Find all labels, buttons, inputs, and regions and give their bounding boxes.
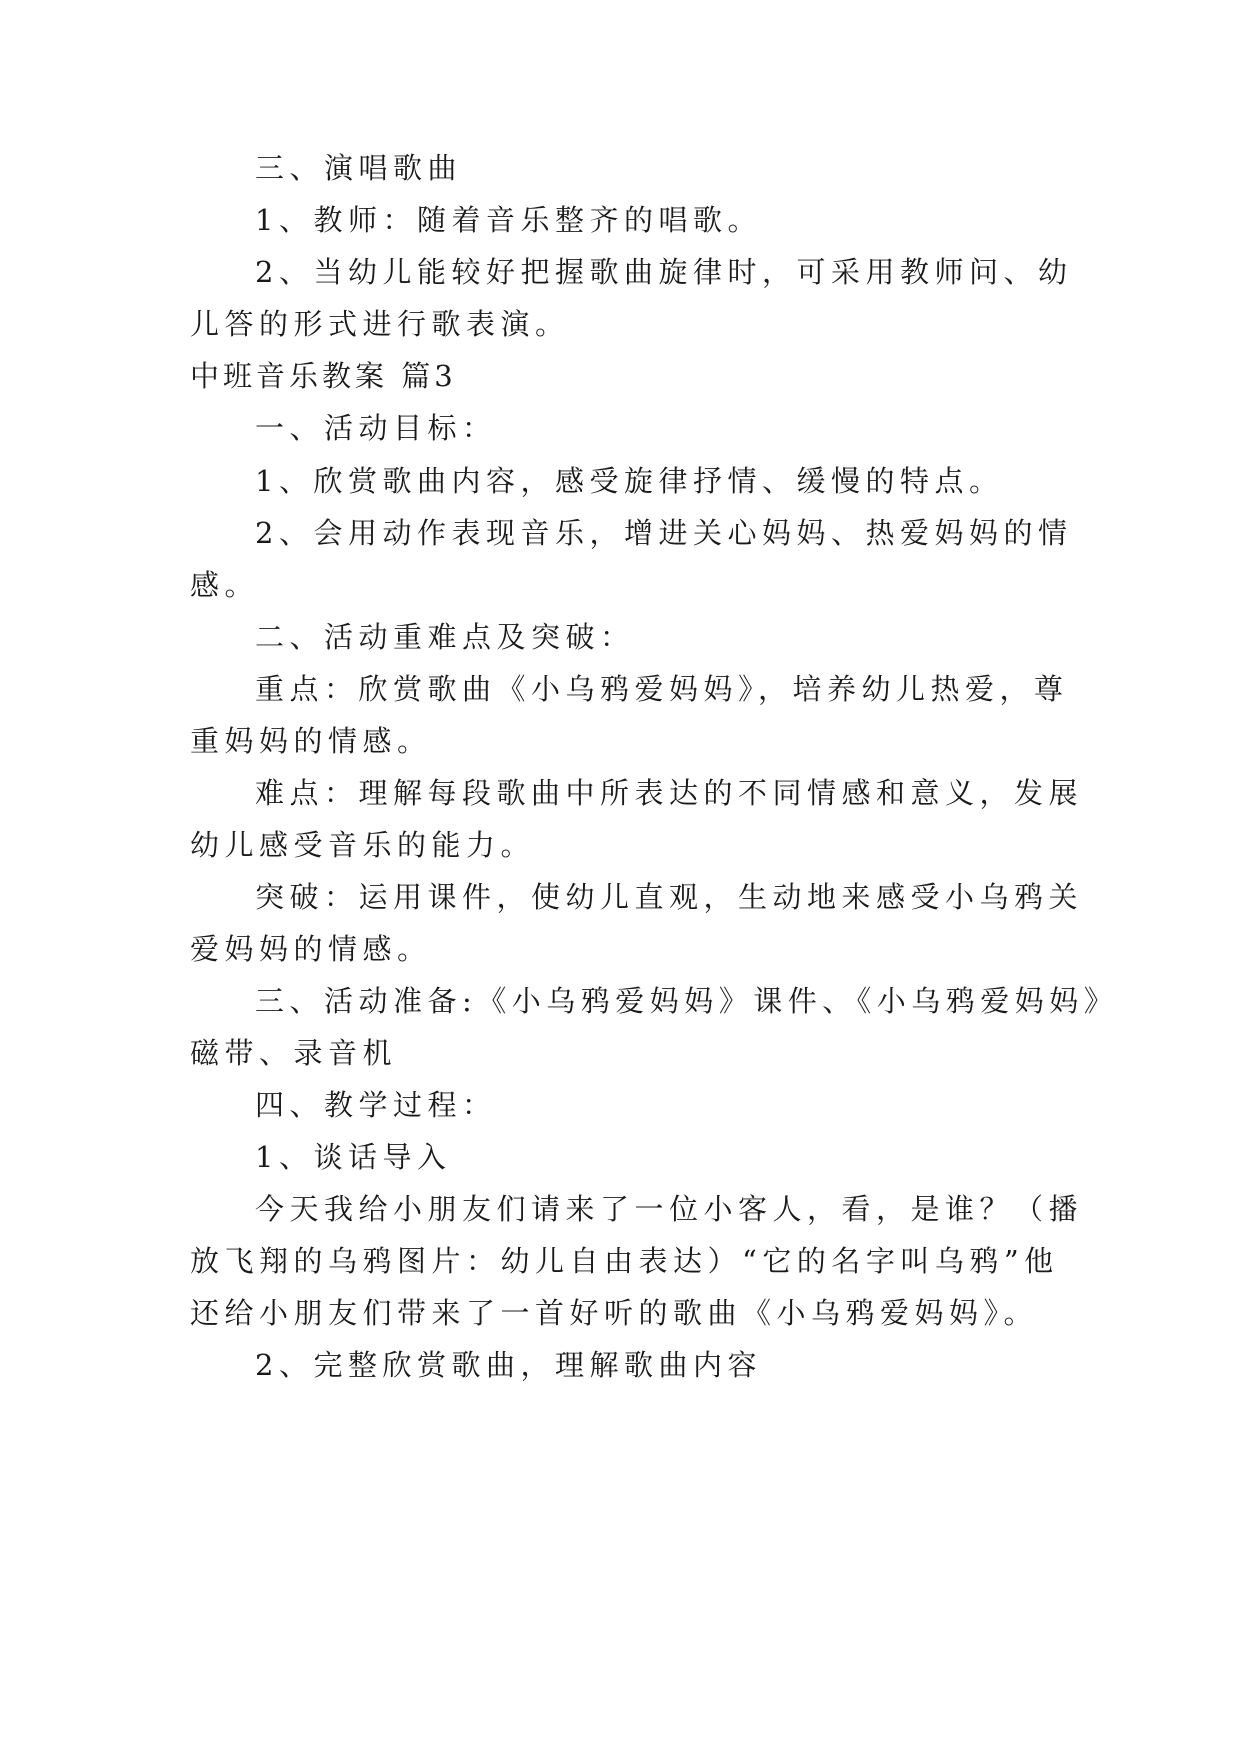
paragraph-line: 重妈妈的情感。: [190, 724, 432, 758]
paragraph-line: 放飞翔的乌鸦图片：幼儿自由表达）“它的名字叫乌鸦”他: [190, 1244, 1059, 1278]
paragraph-line: 感。: [190, 568, 260, 602]
paragraph-line: 还给小朋友们带来了一首好听的歌曲《小乌鸦爱妈妈》。: [190, 1296, 1039, 1330]
paragraph-line: 2、当幼儿能较好把握歌曲旋律时，可采用教师问、幼: [255, 255, 1073, 289]
paragraph-line: 一、活动目标：: [255, 411, 497, 445]
paragraph-line: 四、教学过程：: [255, 1088, 497, 1122]
paragraph-line: 磁带、录音机: [190, 1036, 398, 1070]
paragraph-line: 突破：运用课件，使幼儿直观，生动地来感受小乌鸦关: [255, 880, 1084, 914]
paragraph-line: 三、演唱歌曲: [255, 151, 463, 185]
paragraph-line: 儿答的形式进行歌表演。: [190, 307, 570, 341]
paragraph-line: 今天我给小朋友们请来了一位小客人，看，是谁？（播: [255, 1192, 1084, 1226]
paragraph-line: 重点：欣赏歌曲《小乌鸦爱妈妈》，培养幼儿热爱，尊: [255, 672, 1069, 706]
paragraph-line: 2、完整欣赏歌曲，理解歌曲内容: [255, 1348, 762, 1382]
paragraph-line: 1、谈话导入: [255, 1140, 452, 1174]
paragraph-line: 难点：理解每段歌曲中所表达的不同情感和意义，发展: [255, 776, 1084, 810]
paragraph-line: 2、会用动作表现音乐，增进关心妈妈、热爱妈妈的情: [255, 516, 1073, 550]
paragraph-line: 幼儿感受音乐的能力。: [190, 828, 536, 862]
paragraph-line: 1、欣赏歌曲内容，感受旋律抒情、缓慢的特点。: [255, 464, 1004, 498]
section-heading: 中班音乐教案 篇3: [190, 359, 457, 393]
paragraph-line: 1、教师：随着音乐整齐的唱歌。: [255, 203, 762, 237]
paragraph-line: 爱妈妈的情感。: [190, 932, 432, 966]
paragraph-line: 二、活动重难点及突破：: [255, 620, 635, 654]
paragraph-line: 三、活动准备:《小乌鸦爱妈妈》课件、《小乌鸦爱妈妈》: [255, 984, 1119, 1018]
